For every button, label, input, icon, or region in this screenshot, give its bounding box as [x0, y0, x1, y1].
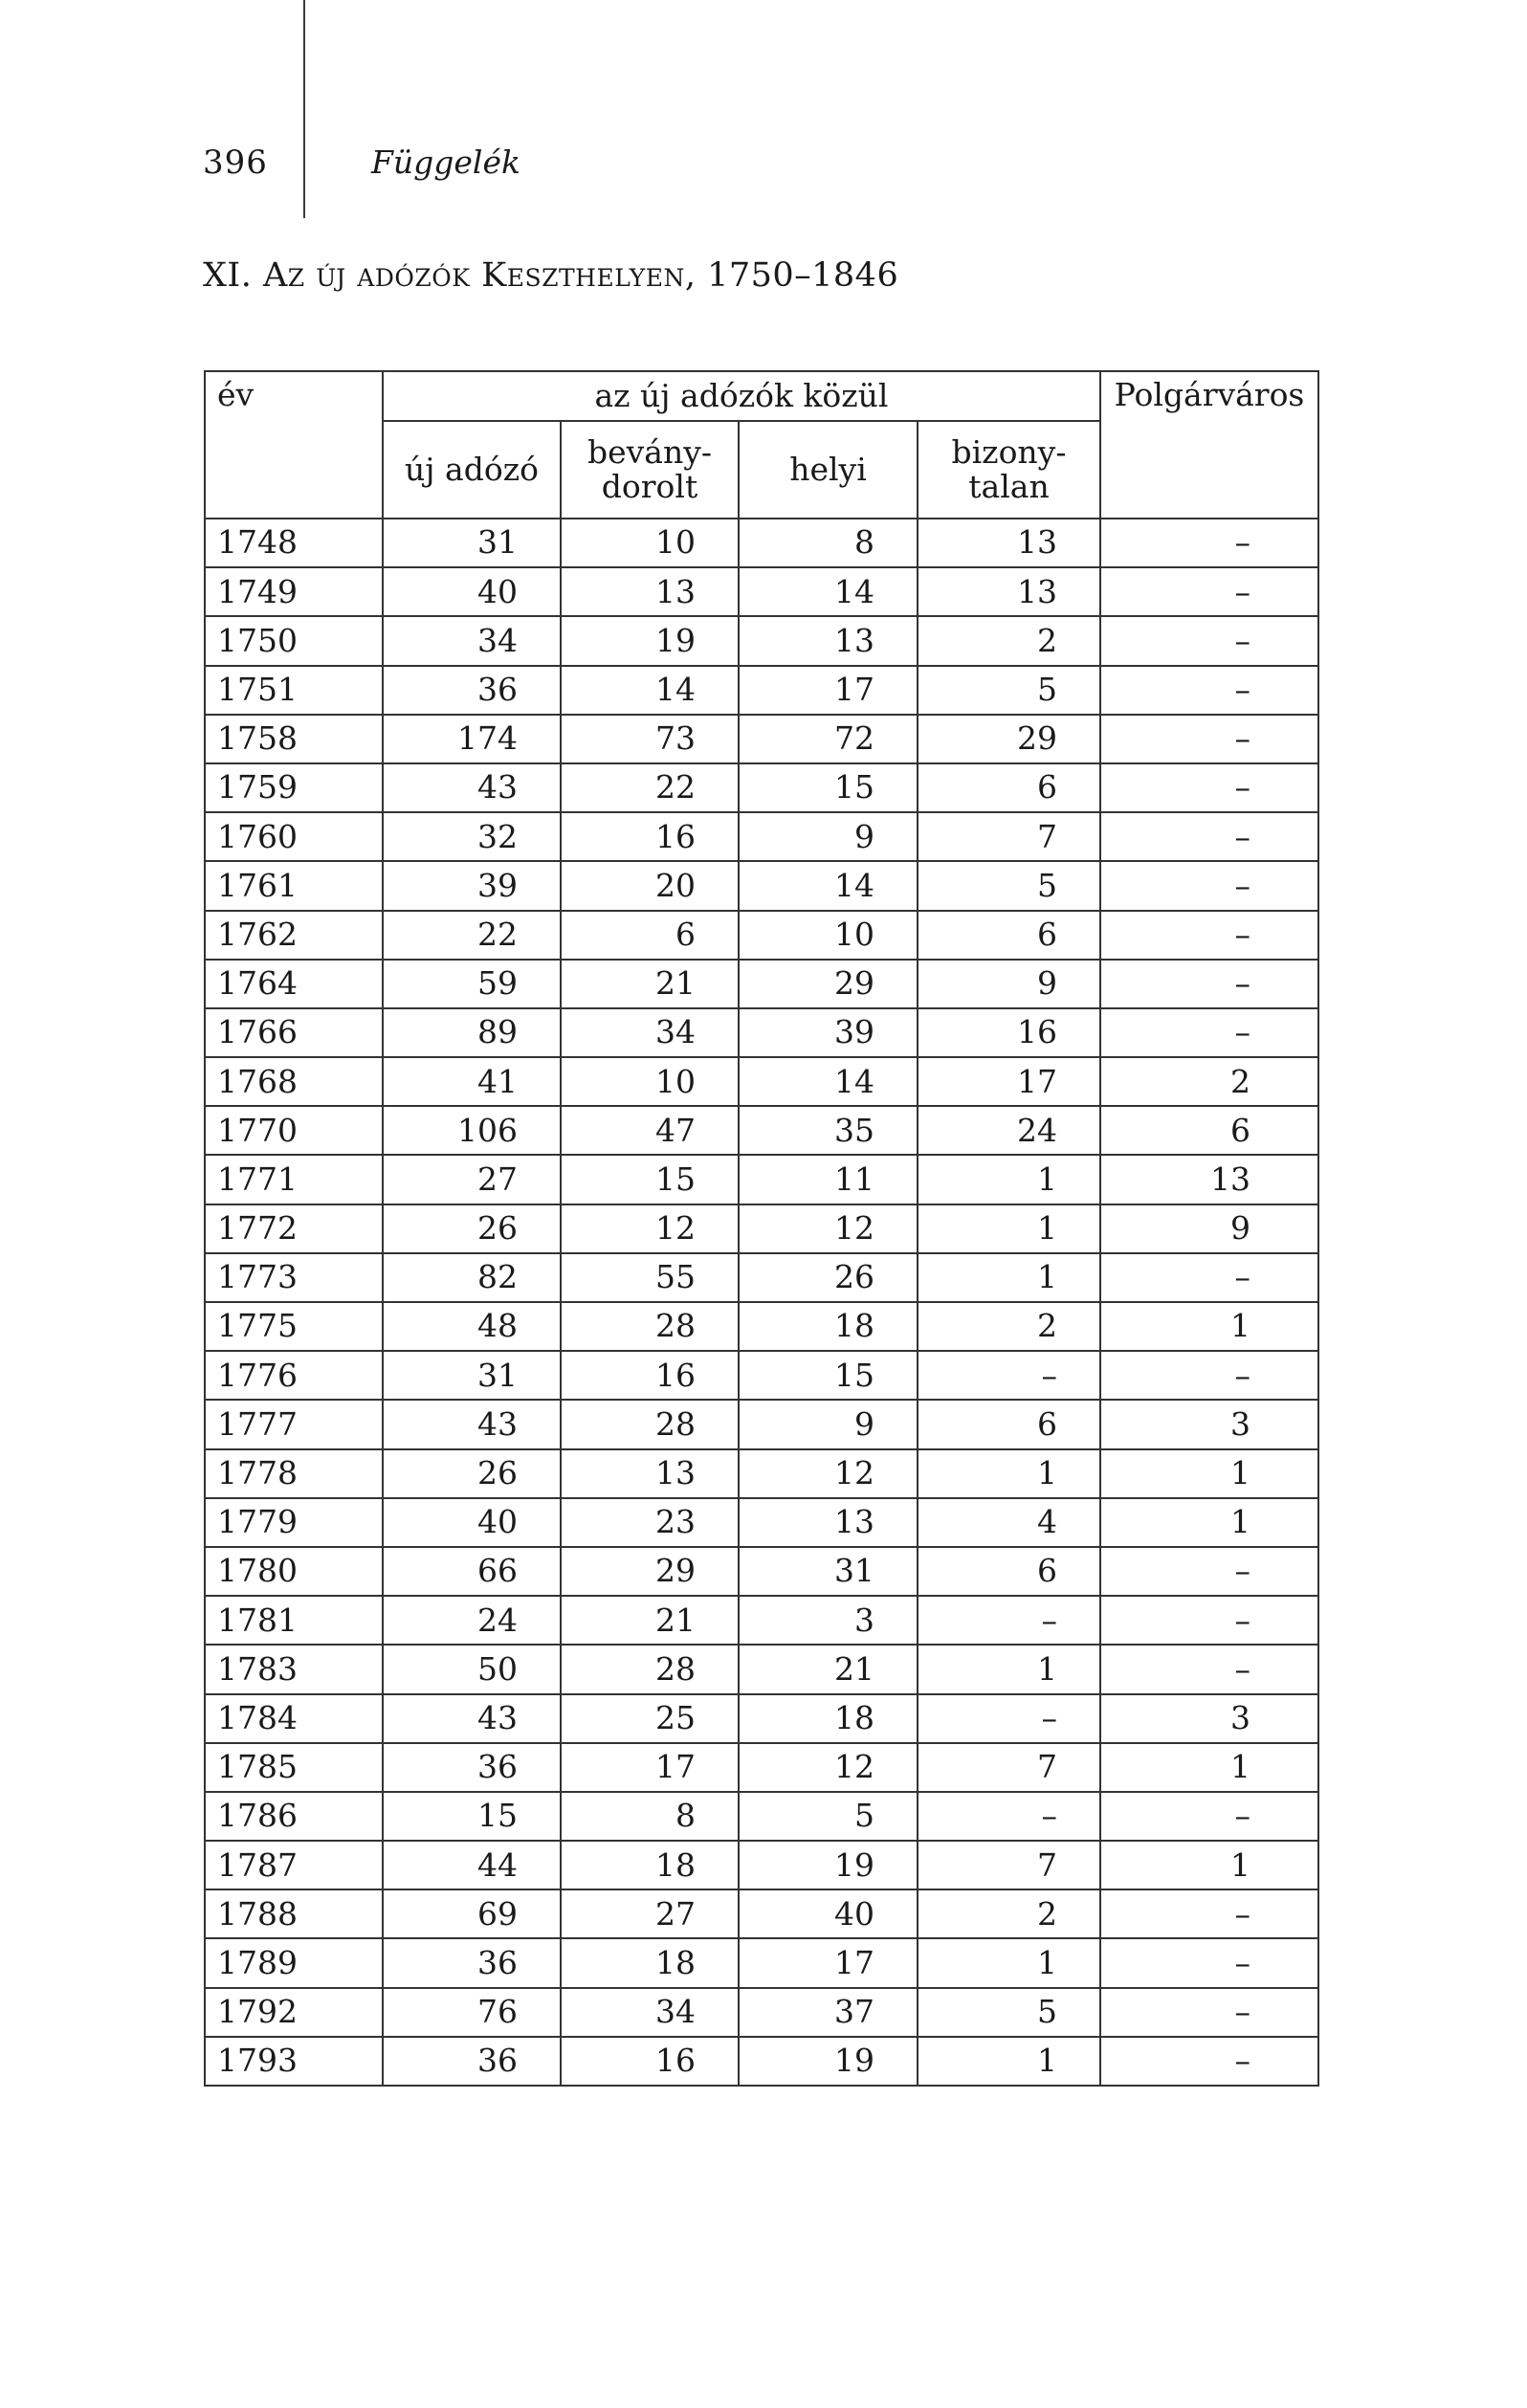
cell-helyi: 21	[739, 1645, 918, 1693]
cell-bevandorolt: 18	[561, 1938, 739, 1987]
cell-polgarvaros: –	[1100, 519, 1318, 567]
cell-bevandorolt: 23	[561, 1498, 739, 1547]
table-row	[205, 1400, 1318, 1448]
cell-bizonytalan: 1	[918, 1253, 1100, 1302]
cell-helyi: 19	[739, 2037, 918, 2086]
cell-polgarvaros: 1	[1100, 1449, 1318, 1498]
cell-uj-adozo: 43	[383, 763, 561, 812]
cell-uj-adozo: 41	[383, 1057, 561, 1106]
cell-polgarvaros: 6	[1100, 1106, 1318, 1155]
cell-helyi: 15	[739, 1351, 918, 1400]
header-bevandorolt-line1: bevány-	[586, 432, 713, 471]
cell-year: 1771	[205, 1155, 383, 1204]
cell-uj-adozo: 43	[383, 1694, 561, 1743]
cell-uj-adozo: 106	[383, 1106, 561, 1155]
cell-bizonytalan: 6	[918, 911, 1100, 960]
cell-uj-adozo: 40	[383, 1498, 561, 1547]
cell-year: 1793	[205, 2037, 383, 2086]
cell-polgarvaros: –	[1100, 861, 1318, 910]
cell-bevandorolt: 16	[561, 1351, 739, 1400]
cell-year: 1781	[205, 1596, 383, 1645]
table-row	[205, 1351, 1318, 1400]
cell-helyi: 15	[739, 763, 918, 812]
cell-polgarvaros: –	[1100, 1988, 1318, 2037]
cell-bevandorolt: 10	[561, 519, 739, 567]
cell-year: 1750	[205, 616, 383, 665]
header-year: év	[205, 371, 383, 519]
cell-helyi: 40	[739, 1889, 918, 1938]
cell-year: 1762	[205, 911, 383, 960]
cell-year: 1766	[205, 1008, 383, 1057]
header-group: az új adózók közül	[383, 371, 1100, 421]
cell-bevandorolt: 15	[561, 1155, 739, 1204]
cell-bevandorolt: 47	[561, 1106, 739, 1155]
cell-bevandorolt: 73	[561, 715, 739, 763]
cell-year: 1776	[205, 1351, 383, 1400]
cell-uj-adozo: 66	[383, 1547, 561, 1596]
cell-helyi: 3	[739, 1596, 918, 1645]
cell-uj-adozo: 48	[383, 1302, 561, 1351]
cell-helyi: 10	[739, 911, 918, 960]
table-row	[205, 1155, 1318, 1204]
cell-bizonytalan: 16	[918, 1008, 1100, 1057]
cell-uj-adozo: 82	[383, 1253, 561, 1302]
table-row	[205, 763, 1318, 812]
cell-polgarvaros: –	[1100, 567, 1318, 616]
cell-bizonytalan: 4	[918, 1498, 1100, 1547]
cell-helyi: 26	[739, 1253, 918, 1302]
running-head: Függelék	[371, 144, 521, 181]
cell-bevandorolt: 29	[561, 1547, 739, 1596]
table-row	[205, 1889, 1318, 1938]
cell-year: 1761	[205, 861, 383, 910]
table-row	[205, 1204, 1318, 1253]
table-row	[205, 861, 1318, 910]
cell-year: 1780	[205, 1547, 383, 1596]
table-row	[205, 1694, 1318, 1743]
cell-polgarvaros: 3	[1100, 1400, 1318, 1448]
cell-bizonytalan: –	[918, 1596, 1100, 1645]
cell-uj-adozo: 31	[383, 1351, 561, 1400]
cell-year: 1758	[205, 715, 383, 763]
cell-uj-adozo: 44	[383, 1841, 561, 1889]
cell-year: 1786	[205, 1792, 383, 1841]
cell-uj-adozo: 36	[383, 1743, 561, 1792]
cell-polgarvaros: –	[1100, 715, 1318, 763]
cell-uj-adozo: 26	[383, 1204, 561, 1253]
cell-helyi: 18	[739, 1302, 918, 1351]
cell-bevandorolt: 34	[561, 1988, 739, 2037]
cell-uj-adozo: 89	[383, 1008, 561, 1057]
cell-bevandorolt: 14	[561, 666, 739, 715]
cell-helyi: 18	[739, 1694, 918, 1743]
cell-bizonytalan: –	[918, 1792, 1100, 1841]
cell-polgarvaros: 1	[1100, 1498, 1318, 1547]
cell-year: 1775	[205, 1302, 383, 1351]
cell-helyi: 14	[739, 861, 918, 910]
cell-bizonytalan: 7	[918, 1841, 1100, 1889]
cell-helyi: 8	[739, 519, 918, 567]
cell-uj-adozo: 69	[383, 1889, 561, 1938]
header-bizonytalan	[918, 421, 1100, 519]
section-title: XI. Az új adózók Keszthelyen, 1750–1846	[203, 256, 899, 295]
cell-polgarvaros: 1	[1100, 1743, 1318, 1792]
table-row	[205, 1743, 1318, 1792]
cell-uj-adozo: 36	[383, 2037, 561, 2086]
cell-polgarvaros: –	[1100, 1008, 1318, 1057]
cell-polgarvaros: –	[1100, 1889, 1318, 1938]
cell-bizonytalan: 13	[918, 519, 1100, 567]
cell-bevandorolt: 28	[561, 1302, 739, 1351]
table-row	[205, 666, 1318, 715]
cell-year: 1772	[205, 1204, 383, 1253]
table-row	[205, 911, 1318, 960]
cell-year: 1770	[205, 1106, 383, 1155]
cell-bevandorolt: 13	[561, 567, 739, 616]
cell-bevandorolt: 34	[561, 1008, 739, 1057]
cell-year: 1779	[205, 1498, 383, 1547]
cell-uj-adozo: 36	[383, 1938, 561, 1987]
cell-uj-adozo: 39	[383, 861, 561, 910]
header-uj-adozo: új adózó	[383, 421, 561, 519]
table-row	[205, 519, 1318, 567]
cell-bizonytalan: 7	[918, 1743, 1100, 1792]
cell-polgarvaros: –	[1100, 1253, 1318, 1302]
header-bevandorolt	[561, 421, 739, 519]
cell-helyi: 31	[739, 1547, 918, 1596]
cell-polgarvaros: –	[1100, 1645, 1318, 1693]
cell-bizonytalan: 7	[918, 812, 1100, 861]
cell-helyi: 13	[739, 616, 918, 665]
cell-uj-adozo: 40	[383, 567, 561, 616]
cell-uj-adozo: 50	[383, 1645, 561, 1693]
cell-bizonytalan: 9	[918, 960, 1100, 1008]
cell-year: 1749	[205, 567, 383, 616]
cell-bevandorolt: 28	[561, 1645, 739, 1693]
table-row	[205, 812, 1318, 861]
cell-bizonytalan: 1	[918, 1449, 1100, 1498]
header-polgarvaros: Polgárváros	[1100, 371, 1318, 519]
cell-bevandorolt: 28	[561, 1400, 739, 1448]
table-row	[205, 1841, 1318, 1889]
cell-bevandorolt: 17	[561, 1743, 739, 1792]
cell-bevandorolt: 18	[561, 1841, 739, 1889]
cell-polgarvaros: –	[1100, 763, 1318, 812]
table-row	[205, 1449, 1318, 1498]
table-row	[205, 715, 1318, 763]
cell-year: 1784	[205, 1694, 383, 1743]
cell-polgarvaros: 1	[1100, 1841, 1318, 1889]
cell-helyi: 37	[739, 1988, 918, 2037]
cell-uj-adozo: 27	[383, 1155, 561, 1204]
table-row	[205, 1547, 1318, 1596]
cell-polgarvaros: 3	[1100, 1694, 1318, 1743]
cell-polgarvaros: 9	[1100, 1204, 1318, 1253]
cell-bizonytalan: 1	[918, 1645, 1100, 1693]
cell-helyi: 17	[739, 1938, 918, 1987]
cell-bizonytalan: 1	[918, 1204, 1100, 1253]
cell-uj-adozo: 24	[383, 1596, 561, 1645]
cell-polgarvaros: –	[1100, 960, 1318, 1008]
cell-helyi: 12	[739, 1204, 918, 1253]
cell-bizonytalan: 2	[918, 616, 1100, 665]
cell-uj-adozo: 15	[383, 1792, 561, 1841]
cell-uj-adozo: 22	[383, 911, 561, 960]
table-row	[205, 1988, 1318, 2037]
cell-helyi: 9	[739, 812, 918, 861]
cell-bevandorolt: 21	[561, 1596, 739, 1645]
cell-polgarvaros: 13	[1100, 1155, 1318, 1204]
cell-polgarvaros: –	[1100, 666, 1318, 715]
table-row	[205, 616, 1318, 665]
cell-uj-adozo: 43	[383, 1400, 561, 1448]
cell-polgarvaros: –	[1100, 1547, 1318, 1596]
header-helyi: helyi	[739, 421, 918, 519]
cell-year: 1751	[205, 666, 383, 715]
table-row	[205, 1792, 1318, 1841]
table-row	[205, 1057, 1318, 1106]
cell-bevandorolt: 55	[561, 1253, 739, 1302]
cell-helyi: 29	[739, 960, 918, 1008]
cell-uj-adozo: 174	[383, 715, 561, 763]
cell-bizonytalan: 6	[918, 1400, 1100, 1448]
cell-year: 1768	[205, 1057, 383, 1106]
cell-bevandorolt: 22	[561, 763, 739, 812]
cell-helyi: 35	[739, 1106, 918, 1155]
table-row	[205, 1008, 1318, 1057]
cell-polgarvaros: –	[1100, 616, 1318, 665]
cell-uj-adozo: 34	[383, 616, 561, 665]
cell-bizonytalan: 5	[918, 1988, 1100, 2037]
cell-bizonytalan: 1	[918, 1155, 1100, 1204]
cell-polgarvaros: –	[1100, 1596, 1318, 1645]
cell-polgarvaros: –	[1100, 2037, 1318, 2086]
cell-bizonytalan: 13	[918, 567, 1100, 616]
header-divider	[303, 0, 305, 218]
cell-uj-adozo: 26	[383, 1449, 561, 1498]
cell-helyi: 5	[739, 1792, 918, 1841]
cell-polgarvaros: –	[1100, 1792, 1318, 1841]
header-bizonytalan-line2: talan	[968, 468, 1050, 505]
cell-bevandorolt: 12	[561, 1204, 739, 1253]
cell-year: 1783	[205, 1645, 383, 1693]
table-row	[205, 1596, 1318, 1645]
cell-bevandorolt: 27	[561, 1889, 739, 1938]
cell-helyi: 14	[739, 1057, 918, 1106]
cell-year: 1764	[205, 960, 383, 1008]
cell-year: 1778	[205, 1449, 383, 1498]
cell-bizonytalan: 5	[918, 861, 1100, 910]
cell-bevandorolt: 10	[561, 1057, 739, 1106]
table-row	[205, 2037, 1318, 2086]
cell-bizonytalan: 24	[918, 1106, 1100, 1155]
cell-helyi: 12	[739, 1743, 918, 1792]
cell-polgarvaros: 1	[1100, 1302, 1318, 1351]
cell-helyi: 39	[739, 1008, 918, 1057]
cell-year: 1773	[205, 1253, 383, 1302]
cell-bizonytalan: –	[918, 1694, 1100, 1743]
table-row	[205, 567, 1318, 616]
cell-year: 1759	[205, 763, 383, 812]
cell-polgarvaros: –	[1100, 812, 1318, 861]
cell-bevandorolt: 20	[561, 861, 739, 910]
cell-polgarvaros: 2	[1100, 1057, 1318, 1106]
cell-bizonytalan: 6	[918, 1547, 1100, 1596]
table-row	[205, 1253, 1318, 1302]
cell-bevandorolt: 8	[561, 1792, 739, 1841]
cell-bevandorolt: 25	[561, 1694, 739, 1743]
cell-polgarvaros: –	[1100, 1351, 1318, 1400]
cell-uj-adozo: 76	[383, 1988, 561, 2037]
cell-year: 1787	[205, 1841, 383, 1889]
header-bevandorolt-line2: dorolt	[601, 468, 698, 505]
table-body	[205, 519, 1318, 2086]
cell-uj-adozo: 32	[383, 812, 561, 861]
cell-uj-adozo: 31	[383, 519, 561, 567]
table-row	[205, 1645, 1318, 1693]
cell-bizonytalan: 2	[918, 1302, 1100, 1351]
table-row	[205, 1938, 1318, 1987]
cell-uj-adozo: 59	[383, 960, 561, 1008]
cell-polgarvaros: –	[1100, 911, 1318, 960]
cell-bizonytalan: 1	[918, 2037, 1100, 2086]
cell-year: 1788	[205, 1889, 383, 1938]
cell-polgarvaros: –	[1100, 1938, 1318, 1987]
cell-year: 1777	[205, 1400, 383, 1448]
cell-year: 1748	[205, 519, 383, 567]
cell-bizonytalan: 5	[918, 666, 1100, 715]
cell-helyi: 12	[739, 1449, 918, 1498]
page-number: 396	[203, 144, 268, 182]
cell-bizonytalan: 29	[918, 715, 1100, 763]
cell-helyi: 11	[739, 1155, 918, 1204]
cell-bevandorolt: 6	[561, 911, 739, 960]
cell-helyi: 72	[739, 715, 918, 763]
cell-bizonytalan: 1	[918, 1938, 1100, 1987]
cell-helyi: 14	[739, 567, 918, 616]
tax-table	[204, 370, 1319, 2087]
cell-bevandorolt: 16	[561, 2037, 739, 2086]
table-row	[205, 960, 1318, 1008]
cell-bevandorolt: 16	[561, 812, 739, 861]
table-row	[205, 1302, 1318, 1351]
cell-year: 1789	[205, 1938, 383, 1987]
cell-bevandorolt: 13	[561, 1449, 739, 1498]
cell-helyi: 13	[739, 1498, 918, 1547]
table-row	[205, 1106, 1318, 1155]
cell-bizonytalan: –	[918, 1351, 1100, 1400]
table-row	[205, 1498, 1318, 1547]
cell-year: 1785	[205, 1743, 383, 1792]
cell-helyi: 19	[739, 1841, 918, 1889]
cell-helyi: 17	[739, 666, 918, 715]
cell-bizonytalan: 6	[918, 763, 1100, 812]
cell-year: 1760	[205, 812, 383, 861]
cell-uj-adozo: 36	[383, 666, 561, 715]
header-bizonytalan-line1: bizony-	[951, 432, 1067, 471]
cell-year: 1792	[205, 1988, 383, 2037]
cell-helyi: 9	[739, 1400, 918, 1448]
cell-bizonytalan: 17	[918, 1057, 1100, 1106]
cell-bevandorolt: 21	[561, 960, 739, 1008]
cell-bevandorolt: 19	[561, 616, 739, 665]
cell-bizonytalan: 2	[918, 1889, 1100, 1938]
